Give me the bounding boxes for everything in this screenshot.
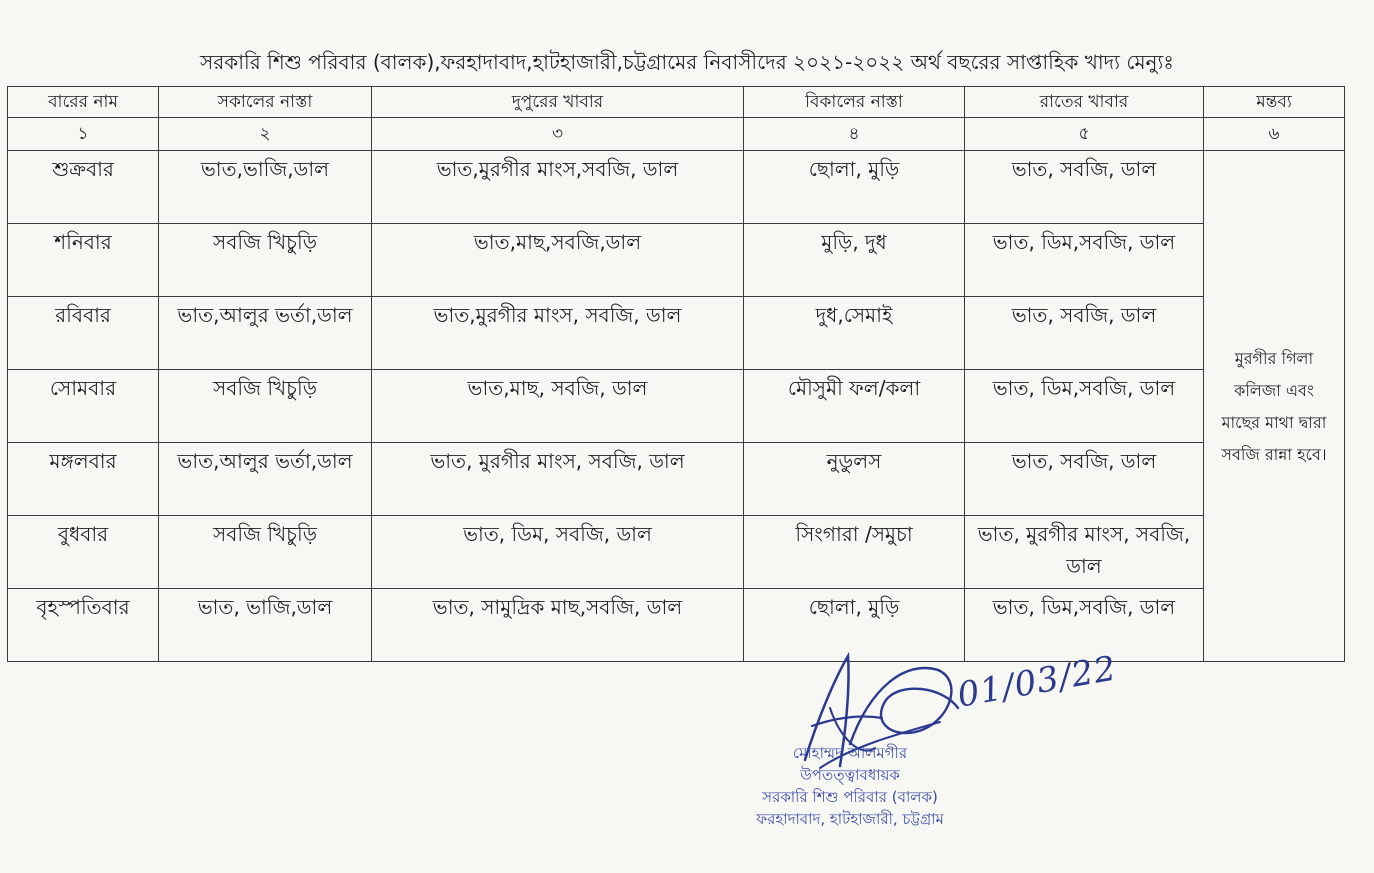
breakfast-cell: ভাত,আলুর ভর্তা,ডাল: [159, 443, 372, 516]
column-header-dinner: রাতের খাবার: [965, 87, 1204, 118]
dinner-cell: ভাত, সবজি, ডাল: [965, 443, 1204, 516]
table-row: [8, 370, 1345, 443]
lunch-cell: ভাত,মুরগীর মাংস,সবজি, ডাল: [372, 151, 744, 224]
lunch-cell: ভাত,মুরগীর মাংস, সবজি, ডাল: [372, 297, 744, 370]
stamp-designation: উপতত্ত্বাবধায়ক: [800, 766, 900, 784]
lunch-cell: ভাত, সামুদ্রিক মাছ,সবজি, ডাল: [372, 589, 744, 662]
breakfast-cell: ভাত,ভাজি,ডাল: [159, 151, 372, 224]
column-header-day: বারের নাম: [8, 87, 159, 118]
column-number-row: [8, 118, 1345, 151]
snack-cell: ছোলা, মুড়ি: [744, 589, 965, 662]
column-number: ৫: [965, 118, 1204, 151]
day-cell: রবিবার: [8, 297, 159, 370]
breakfast-cell: ভাত,আলুর ভর্তা,ডাল: [159, 297, 372, 370]
table-row: [8, 589, 1345, 662]
stamp-name: মোহাম্মদ আলমগীর: [792, 744, 908, 762]
column-number: ১: [8, 118, 159, 151]
snack-cell: মৌসুমী ফল/কলা: [744, 370, 965, 443]
dinner-cell: ভাত, ডিম,সবজি, ডাল: [965, 224, 1204, 297]
day-cell: সোমবার: [8, 370, 159, 443]
snack-cell: মুড়ি, দুধ: [744, 224, 965, 297]
column-header-remarks: মন্তব্য: [1204, 87, 1345, 118]
dinner-cell: ভাত, সবজি, ডাল: [965, 151, 1204, 224]
column-header-snack: বিকালের নাস্তা: [744, 87, 965, 118]
breakfast-cell: সবজি খিচুড়ি: [159, 370, 372, 443]
day-cell: বৃহস্পতিবার: [8, 589, 159, 662]
column-header-lunch: দুপুরের খাবার: [372, 87, 744, 118]
document-title: সরকারি শিশু পরিবার (বালক),ফরহাদাবাদ,হাটহাজারী,চট্টগ্রামের নিবাসীদের ২০২১-২০২২ অর্থ বছরের সাপ্তাহিক খাদ্য মেন্যুঃ: [200, 50, 1174, 74]
weekly-menu-table: [7, 86, 1345, 662]
column-number: ৪: [744, 118, 965, 151]
dinner-cell: ভাত, ডিম,সবজি, ডাল: [965, 589, 1204, 662]
table-row: [8, 151, 1345, 224]
table-row: [8, 224, 1345, 297]
dinner-cell: ভাত, মুরগীর মাংস, সবজি, ডাল: [965, 516, 1204, 589]
day-cell: মঙ্গলবার: [8, 443, 159, 516]
snack-cell: সিংগারা /সমুচা: [744, 516, 965, 589]
snack-cell: দুধ,সেমাই: [744, 297, 965, 370]
day-cell: শুক্রবার: [8, 151, 159, 224]
signature-date: 01/03/22: [954, 648, 1120, 716]
dinner-cell: ভাত, সবজি, ডাল: [965, 297, 1204, 370]
column-number: ২: [159, 118, 372, 151]
stamp-organization: সরকারি শিশু পরিবার (বালক): [762, 788, 938, 806]
dinner-cell: ভাত, ডিম,সবজি, ডাল: [965, 370, 1204, 443]
table-header-row: [8, 87, 1345, 118]
snack-cell: নুডুলস: [744, 443, 965, 516]
breakfast-cell: ভাত, ভাজি,ডাল: [159, 589, 372, 662]
official-stamp: [660, 742, 1040, 830]
breakfast-cell: সবজি খিচুড়ি: [159, 516, 372, 589]
lunch-cell: ভাত, মুরগীর মাংস, সবজি, ডাল: [372, 443, 744, 516]
breakfast-cell: সবজি খিচুড়ি: [159, 224, 372, 297]
day-cell: শনিবার: [8, 224, 159, 297]
table-row: [8, 443, 1345, 516]
lunch-cell: ভাত,মাছ, সবজি, ডাল: [372, 370, 744, 443]
column-number: ৬: [1204, 118, 1345, 151]
table-row: [8, 297, 1345, 370]
table-row: [8, 516, 1345, 589]
lunch-cell: ভাত, ডিম, সবজি, ডাল: [372, 516, 744, 589]
day-cell: বুধবার: [8, 516, 159, 589]
remarks-cell: মুরগীর গিলা কলিজা এবং মাছের মাথা দ্বারা সবজি রান্না হবে।: [1204, 151, 1345, 662]
snack-cell: ছোলা, মুড়ি: [744, 151, 965, 224]
stamp-address: ফরহাদাবাদ, হাটহাজারী, চট্টগ্রাম: [756, 810, 944, 828]
column-header-breakfast: সকালের নাস্তা: [159, 87, 372, 118]
lunch-cell: ভাত,মাছ,সবজি,ডাল: [372, 224, 744, 297]
column-number: ৩: [372, 118, 744, 151]
